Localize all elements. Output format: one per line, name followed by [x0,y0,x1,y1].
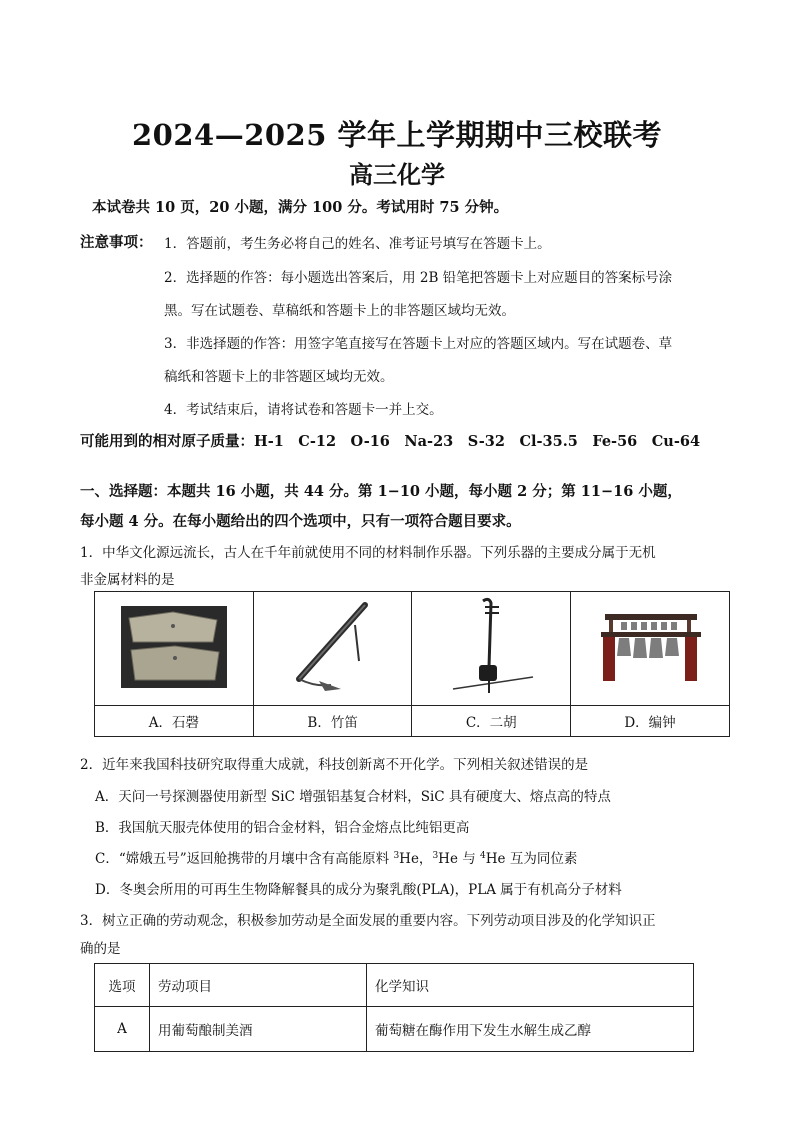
option-a-stone-chime: A．石磬 [95,706,254,737]
bronze-bells-icon [595,602,705,692]
question-3-line-2: 确的是 [80,941,121,957]
option-d-bianzhong: D．编钟 [571,706,730,737]
question-2-option-d: D．冬奥会所用的可再生生物降解餐具的成分为聚乳酸(PLA)，PLA 属于有机高分子材料 [95,882,622,898]
question-1-line-2: 非金属材料的是 [80,572,175,588]
labor-table [94,963,694,1052]
option-c-erhu: C．二胡 [412,706,571,737]
row-a-option: A [95,1007,150,1052]
exam-title: 2024—2025 学年上学期期中三校联考 [131,118,663,152]
question-3-line-1: 3．树立正确的劳动观念，积极参加劳动是全面发展的重要内容。下列劳动项目涉及的化学知识正 [80,913,656,929]
bamboo-flute-icon [285,599,381,695]
erhu-image [412,592,571,706]
notice-heading: 注意事项： [80,234,153,251]
instrument-table [94,591,730,737]
question-2-option-c: C．“嫦娥五号”返回舱携带的月壤中含有高能原料 $^3$He，$^3$He 与 $^4$He 互为同位素 [95,851,578,867]
header-chem-knowledge: 化学知识 [367,964,694,1007]
bamboo-flute-image [253,592,412,706]
header-labor-item: 劳动项目 [150,964,367,1007]
stone-chime-icon [121,606,227,688]
question-1-line-1: 1．中华文化源远流长，古人在千年前就使用不同的材料制作乐器。下列乐器的主要成分属于无机 [80,545,656,561]
section-1-line-1: 一、选择题：本题共 16 小题，共 44 分。第 1−10 小题，每小题 2 分；第 11−16 小题， [80,483,682,500]
notice-item-4: 4．考试结束后，请将试卷和答题卡一并上交。 [164,402,443,418]
atomic-masses: 可能用到的相对原子质量：H-1 C-12 O-16 Na-23 S-32 Cl-35.5 Fe-56 Cu-64 [80,433,701,450]
section-1-line-2: 每小题 4 分。在每小题给出的四个选项中，只有一项符合题目要求。 [80,513,521,530]
exam-subtitle: 高三化学 [349,160,445,189]
row-a-chem-knowledge: 葡萄糖在酶作用下发生水解生成乙醇 [367,1007,694,1052]
notice-item-2: 2．选择题的作答：每小题选出答案后，用 2B 铅笔把答题卡上对应题目的答案标号涂 [164,270,673,286]
bianzhong-image [571,592,730,706]
notice-item-2-cont: 黑。写在试题卷、草稿纸和答题卡上的非答题区域均无效。 [164,303,515,319]
notice-item-3-cont: 稿纸和答题卡上的非答题区域均无效。 [164,369,394,385]
question-2-option-b: B．我国航天服壳体使用的铝合金材料，铝合金熔点比纯铝更高 [95,820,470,836]
notice-item-1: 1．答题前，考生务必将自己的姓名、准考证号填写在答题卡上。 [164,236,551,252]
stone-chime-image [95,592,254,706]
exam-intro: 本试卷共 10 页，20 小题，满分 100 分。考试用时 75 分钟。 [92,199,509,216]
question-2-stem: 2．近年来我国科技研究取得重大成就，科技创新离不开化学。下列相关叙述错误的是 [80,757,589,773]
notice-item-3: 3．非选择题的作答：用签字笔直接写在答题卡上对应的答题区域内。写在试题卷、草 [164,336,673,352]
question-2-option-a: A．天问一号探测器使用新型 SiC 增强铝基复合材料，SiC 具有硬度大、熔点高的特点 [95,789,611,805]
option-b-bamboo-flute: B．竹笛 [253,706,412,737]
erhu-icon [443,597,539,697]
header-option: 选项 [95,964,150,1007]
row-a-labor-item: 用葡萄酿制美酒 [150,1007,367,1052]
